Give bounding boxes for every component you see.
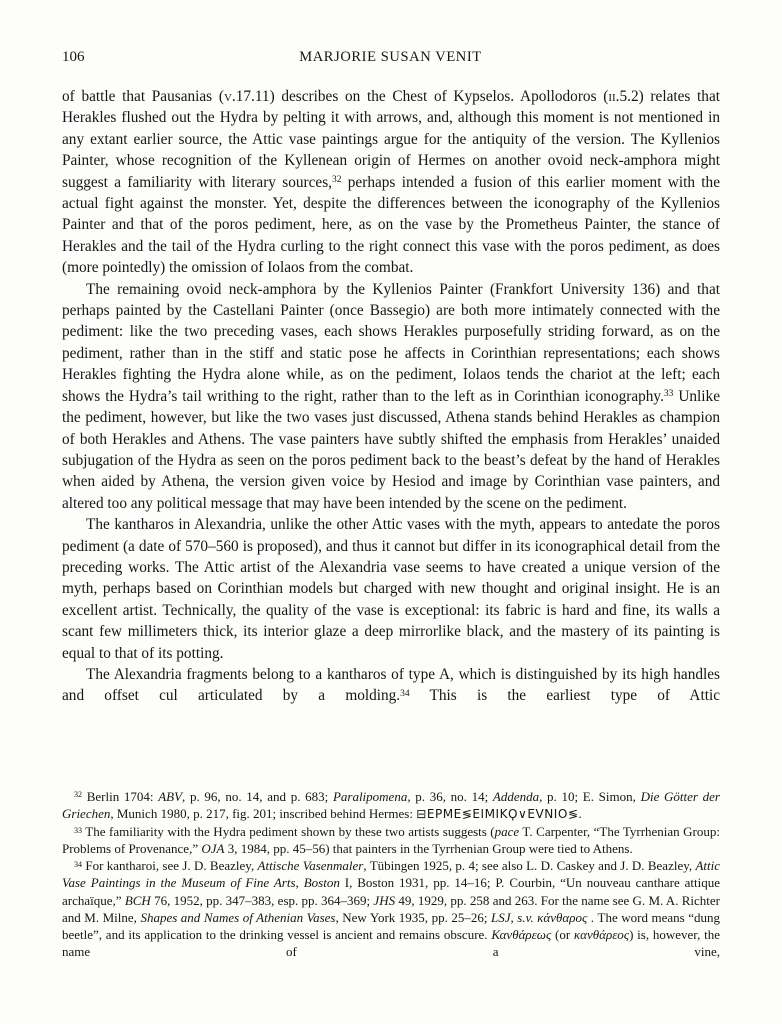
text-segment-i: Die Götter der Griechen bbox=[62, 789, 720, 822]
body-paragraph-4: The Alexandria fragments belong to a kantharos of type A, which is distinguished by its high handles and offset cul articulated by a molding.$^{34}$ This is the earliest type of Attic bbox=[62, 665, 720, 705]
text-segment-i: JHS bbox=[373, 892, 396, 908]
footnote-marker: 32 bbox=[331, 175, 342, 186]
footnote-marker: 33 bbox=[74, 825, 83, 835]
text-segment-i: Shapes and Names of Athenian Vases bbox=[140, 909, 336, 925]
footnote-32: $^{32}$ Berlin 1704: ABV, p. 96, no. 14, and p. 683; Paralipomena, p. 36, no. 14; Addenda, p. 10; E. Simon, Die Götter der Griechen, Munich 1980, p. 217, fig. 201; inscribed behind Hermes: ⊟EPME≶EIMIKϘ∨EVNIO≶. bbox=[62, 789, 720, 822]
text-segment-i: s.v. bbox=[517, 909, 534, 925]
text-segment-i: Attic Vase Paintings in the Museum of Fine Arts, Boston bbox=[62, 858, 720, 891]
text-segment-gk: κάνθαρος bbox=[537, 909, 588, 925]
footnote-33: $^{33}$ The familiarity with the Hydra pediment shown by these two artists suggests (pace T. Carpenter, “The Tyrrhenian Group: Problems of Provenance,” OJA 3, 1984, pp. 45–56) that painters in the Tyrrhenian Group were tied to Athens. bbox=[62, 824, 720, 857]
body-paragraph-3: The kantharos in Alexandria, unlike the other Attic vases with the myth, appears to antedate the poros pediment (a date of 570–560 is proposed), and thus it cannot but differ in its iconographical detail from the preceding works. The Attic artist of the Alexandria vase seems to have created a unique version of the myth, perhaps based on Corinthian models but charged with new thought and original insight. He is an excellent artist. Technically, the quality of the vase is exceptional: its fabric is hard and fine, its walls a scant few millimeters thick, its interior glaze a deep mirrorlike black, and the mastery of its painting is equal to that of its potting. bbox=[62, 516, 720, 662]
running-head-author: MARJORIE SUSAN VENIT bbox=[299, 49, 482, 65]
page-number: 106 bbox=[62, 49, 85, 65]
text-segment-i: Attische Vasenmaler bbox=[257, 858, 364, 874]
text-segment-i: ABV bbox=[158, 789, 183, 804]
text-segment-gk: κανθάρεος bbox=[573, 926, 630, 942]
body-text bbox=[62, 86, 720, 707]
text-segment-i: BCH bbox=[124, 892, 151, 908]
text-segment-i: Paralipomena bbox=[332, 789, 408, 804]
footnote-marker: 34 bbox=[74, 859, 83, 869]
text-segment-i: pace bbox=[494, 824, 520, 840]
text-segment-i: Addenda bbox=[492, 789, 540, 804]
footnote-marker: 32 bbox=[74, 790, 83, 800]
running-header bbox=[62, 49, 719, 67]
footnote-marker: 34 bbox=[400, 689, 410, 700]
body-paragraph-1: of battle that Pausanias (v.17.11) describes on the Chest of Kypselos. Apollodoros (ii.5.2) relates that Herakles flushed out the Hydra by pelting it with arrows, and, although this moment is not mentioned in any extant earlier source, the Attic vase paintings argue for the antiquity of the version. The Kyllenios Painter, whose recognition of the Kyllenean origin of Hermes on another ovoid neck-amphora might suggest a familiarity with literary sources,$^{32}$ perhaps intended a fusion of this earlier moment with the actual fight against the monster. Yet, despite the differences between the iconography of the Kyllenios Painter and that of the poros pediment, here, as on the vase by the Prometheus Painter, the stance of Herakles and the tail of the Hydra curling to the right connect this vase with the poros pediment, as does (more pointedly) the omission of Iolaos from the combat. bbox=[62, 88, 720, 277]
text-segment-i: LSJ bbox=[490, 909, 511, 925]
text-segment-sc: ii.5.2 bbox=[608, 88, 639, 105]
text-segment-gk: Κανθάρεως bbox=[491, 926, 552, 942]
footnotes-block bbox=[62, 788, 720, 960]
text-segment-sc: v.17.11 bbox=[223, 88, 270, 105]
text-segment-i: OJA bbox=[201, 841, 225, 857]
body-paragraph-2: The remaining ovoid neck-amphora by the Kyllenios Painter (Frankfort University 136) and that perhaps painted by the Castellani Painter (once Bassegio) are both more intimately connected with the pediment: like the two preceding vases, each shows Herakles purposefully striding forward, as on the pediment, rather than in the stiff and static pose he affects in Corinthian representations; each shows Herakles fighting the Hydra alone while, as on the pediment, Iolaos tends the chariot at the left; each shows the Hydra’s tail writhing to the right, rather than to the left as in Corinthian iconography.$^{33}$ Unlike the pediment, however, but like the two vases just discussed, Athena stands behind Herakles as champion of both Herakles and Athens. The vase painters have subtly shifted the emphasis from Herakles’ unaided subjugation of the Hydra as seen on the poros pediment back to the beast’s defeat by the hand of Herakles when aided by Athena, the version given voice by Hesiod and image by Corinthian vase painters, and altered too any political message that may have been intended by the scene on the pediment. bbox=[62, 280, 720, 512]
footnote-marker: 33 bbox=[663, 389, 674, 400]
text-segment-insc: ⊟EPME≶EIMIKϘ∨EVNIO≶ bbox=[416, 807, 579, 822]
footnote-34: $^{34}$ For kantharoi, see J. D. Beazley, Attische Vasenmaler, Tübingen 1925, p. 4; see also L. D. Caskey and J. D. Beazley, Attic Vase Paintings in the Museum of Fine Arts, Boston I, Boston 1931, pp. 14–16; P. Courbin, “Un nouveau canthare attique archaïque,” BCH 76, 1952, pp. 347–383, esp. pp. 364–369; JHS 49, 1929, pp. 258 and 263. For the name see G. M. A. Richter and M. Milne, Shapes and Names of Athenian Vases, New York 1935, pp. 25–26; LSJ, s.v. κάνθαρος . The word means “dung beetle”, and its application to the drinking vessel is ancient and remains obscure. Κανθάρεως (or κανθάρεος) is, however, the name of a vine, bbox=[62, 858, 721, 959]
